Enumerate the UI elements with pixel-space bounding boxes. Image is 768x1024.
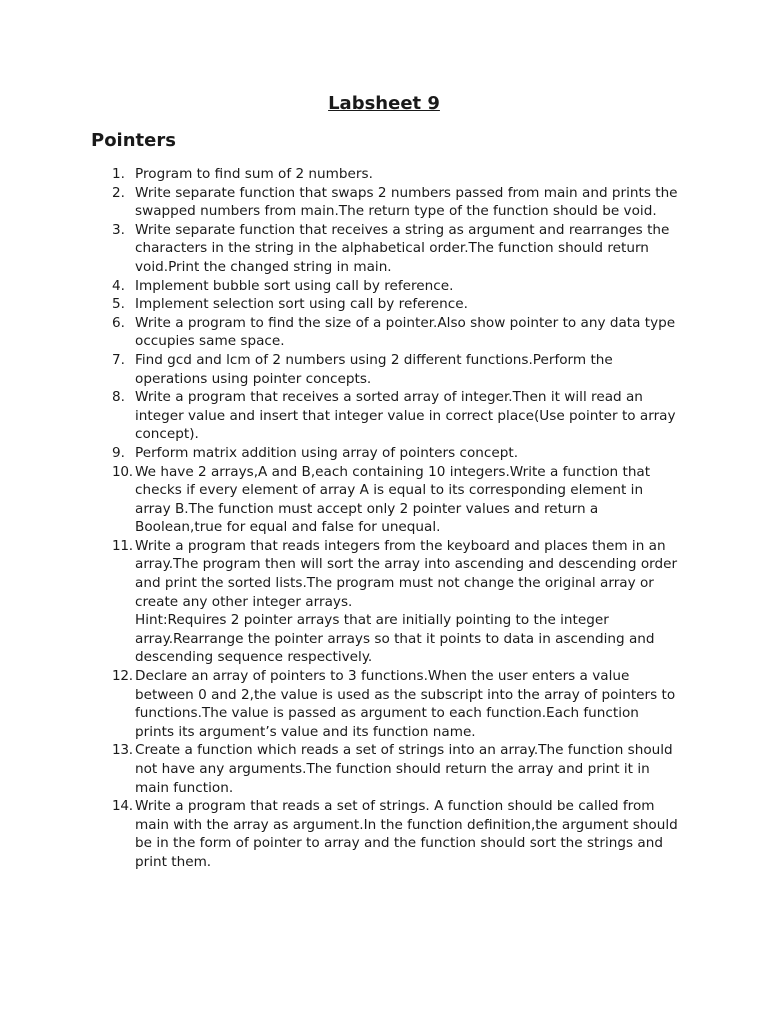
item-text: Write a program to find the size of a pointer.Also show pointer to any data type occupies same space. [135,314,676,350]
item-number: 10. [112,463,133,480]
list-item [0,314,768,351]
list-item [0,184,768,221]
list-item [0,351,768,388]
item-text: Declare an array of pointers to 3 functions.When the user enters a value between 0 and 2,the value is used as the subscript into the array of pointers to functions.The value is passed as argument to each function.Each function prints its argument’s value and its function name. [135,668,676,740]
item-number: 3. [112,221,125,238]
item-text: Find gcd and lcm of 2 numbers using 2 different functions.Perform the operations using pointer concepts. [135,351,613,387]
list-item [0,463,768,537]
list-item [0,388,768,444]
item-number: 13. [112,742,133,759]
item-text: Implement selection sort using call by reference. [135,296,468,313]
item-number: 5. [112,296,125,313]
list-item [0,741,768,797]
item-number: 8. [112,389,125,406]
exercise-list [0,165,768,872]
item-number: 2. [112,184,125,201]
list-item [0,444,768,463]
list-item [0,221,768,277]
item-number: 14. [112,798,133,815]
item-text: Implement bubble sort using call by reference. [135,277,454,294]
item-text: Write separate function that swaps 2 numbers passed from main and prints the swapped numbers from main.The return type of the function should be void. [135,184,678,220]
list-item [0,165,768,184]
item-number: 6. [112,314,125,331]
item-text: We have 2 arrays,A and B,each containing 10 integers.Write a function that checks if every element of array A is equal to its corresponding element in array B.The function must accept only 2 pointer values and return a Boolean,true for equal and false for unequal. [135,463,651,536]
item-number: 11. [112,537,133,554]
section-heading: Pointers [91,130,176,151]
item-text: Perform matrix addition using array of pointers concept. [135,444,519,461]
list-item [0,537,768,667]
list-item [0,277,768,296]
list-item [0,667,768,741]
item-hint: Hint:Requires 2 pointer arrays that are initially pointing to the integer array.Rearrange the pointer arrays so that it points to data in ascending and descending sequence respectively. [135,612,655,666]
list-item [0,797,768,871]
item-number: 9. [112,444,125,461]
item-number: 4. [112,277,125,294]
item-text: Program to find sum of 2 numbers. [135,166,373,182]
item-text: Write separate function that receives a string as argument and rearranges the characters in the string in the alphabetical order.The function should return void.Print the changed string in main. [135,221,670,275]
item-text: Write a program that reads a set of strings. A function should be called from main with the array as argument.In the function definition,the argument should be in the form of pointer to array and the function should sort the strings and print them. [135,798,678,870]
item-text: Write a program that receives a sorted array of integer.Then it will read an integer value and insert that integer value in correct place(Use pointer to array concept). [135,389,676,443]
item-text: Write a program that reads integers from the keyboard and places them in an array.The program then will sort the array into ascending and descending order and print the sorted lists.The program must not change the original array or create any other integer arrays. [135,537,678,610]
item-number: 1. [112,166,125,182]
item-number: 7. [112,351,125,368]
item-number: 12. [112,668,133,685]
document-title: Labsheet 9 [328,93,440,114]
item-text: Create a function which reads a set of strings into an array.The function should not have any arguments.The function should return the array and print it in main function. [135,742,673,796]
list-item [0,295,768,314]
